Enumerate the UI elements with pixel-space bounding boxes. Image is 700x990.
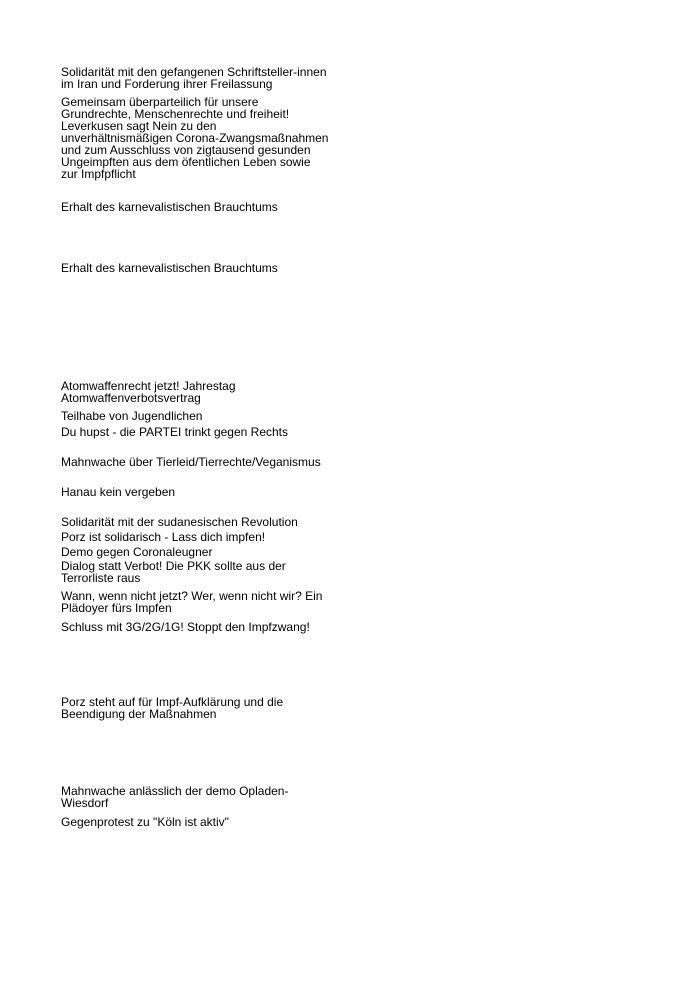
- entry-text: Porz steht auf für Impf-Aufklärung und die Beendigung der Maßnahmen: [61, 695, 284, 721]
- entry-text: Porz ist solidarisch - Lass dich impfen!: [61, 530, 266, 544]
- entry-text: Schluss mit 3G/2G/1G! Stoppt den Impfzwang!: [61, 620, 310, 634]
- entry-text: Gegenprotest zu "Köln ist aktiv": [61, 815, 229, 829]
- entry-text: Dialog statt Verbot! Die PKK sollte aus der Terrorliste raus: [61, 559, 286, 585]
- entry-text: Wann, wenn nicht jetzt? Wer, wenn nicht wir? Ein Plädoyer fürs Impfen: [61, 589, 323, 615]
- entry-text: Demo gegen Coronaleugner: [61, 545, 213, 559]
- entry-text: Mahnwache über Tierleid/Tierrechte/Veganismus: [61, 455, 321, 469]
- entry-text: Solidarität mit den gefangenen Schriftsteller-innen im Iran und Forderung ihrer Freilassung: [61, 65, 327, 91]
- entry-text: Erhalt des karnevalistischen Brauchtums: [61, 261, 278, 275]
- entry-text: Erhalt des karnevalistischen Brauchtums: [61, 200, 278, 214]
- entry-text: Teilhabe von Jugendlichen: [61, 409, 203, 423]
- entry-text: Mahnwache anlässlich der demo Opladen- Wiesdorf: [61, 784, 289, 810]
- entry-text: Gemeinsam überparteilich für unsere Grundrechte, Menschenrechte und freiheit! Leverkusen sagt Nein zu den unverhältnismäßigen Corona-Zwangsmaßnahmen und zum Ausschluss von zigtausend gesunden Ungeimpften aus dem öfentlichen Leben sowie zur Impfpflicht: [61, 95, 329, 181]
- entry-text: Hanau kein vergeben: [61, 485, 176, 499]
- entry-text: Solidarität mit der sudanesischen Revolution: [61, 515, 298, 529]
- entry-text: Atomwaffenrecht jetzt! Jahrestag Atomwaffenverbotsvertrag: [61, 379, 236, 405]
- entry-text: Du hupst - die PARTEI trinkt gegen Rechts: [61, 425, 288, 439]
